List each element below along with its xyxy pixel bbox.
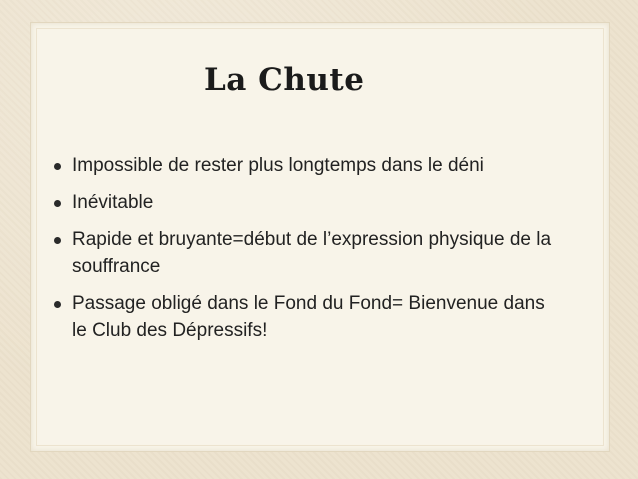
bullet-item	[52, 226, 552, 280]
bullet-dot-icon	[54, 200, 61, 207]
bullet-list	[52, 152, 552, 354]
bullet-text: Inévitable	[72, 192, 154, 213]
bullet-item	[52, 189, 552, 216]
bullet-item	[52, 290, 552, 344]
bullet-dot-icon	[54, 237, 61, 244]
bullet-item	[52, 152, 552, 179]
bullet-dot-icon	[54, 301, 61, 308]
bullet-text: Rapide et bruyante=début de l’expression physique de la souffrance	[72, 229, 552, 277]
bullet-dot-icon	[54, 163, 61, 170]
slide-title: La Chute	[204, 62, 365, 98]
bullet-text: Passage obligé dans le Fond du Fond= Bienvenue dans le Club des Dépressifs!	[72, 293, 545, 341]
bullet-text: Impossible de rester plus longtemps dans le déni	[72, 155, 484, 176]
